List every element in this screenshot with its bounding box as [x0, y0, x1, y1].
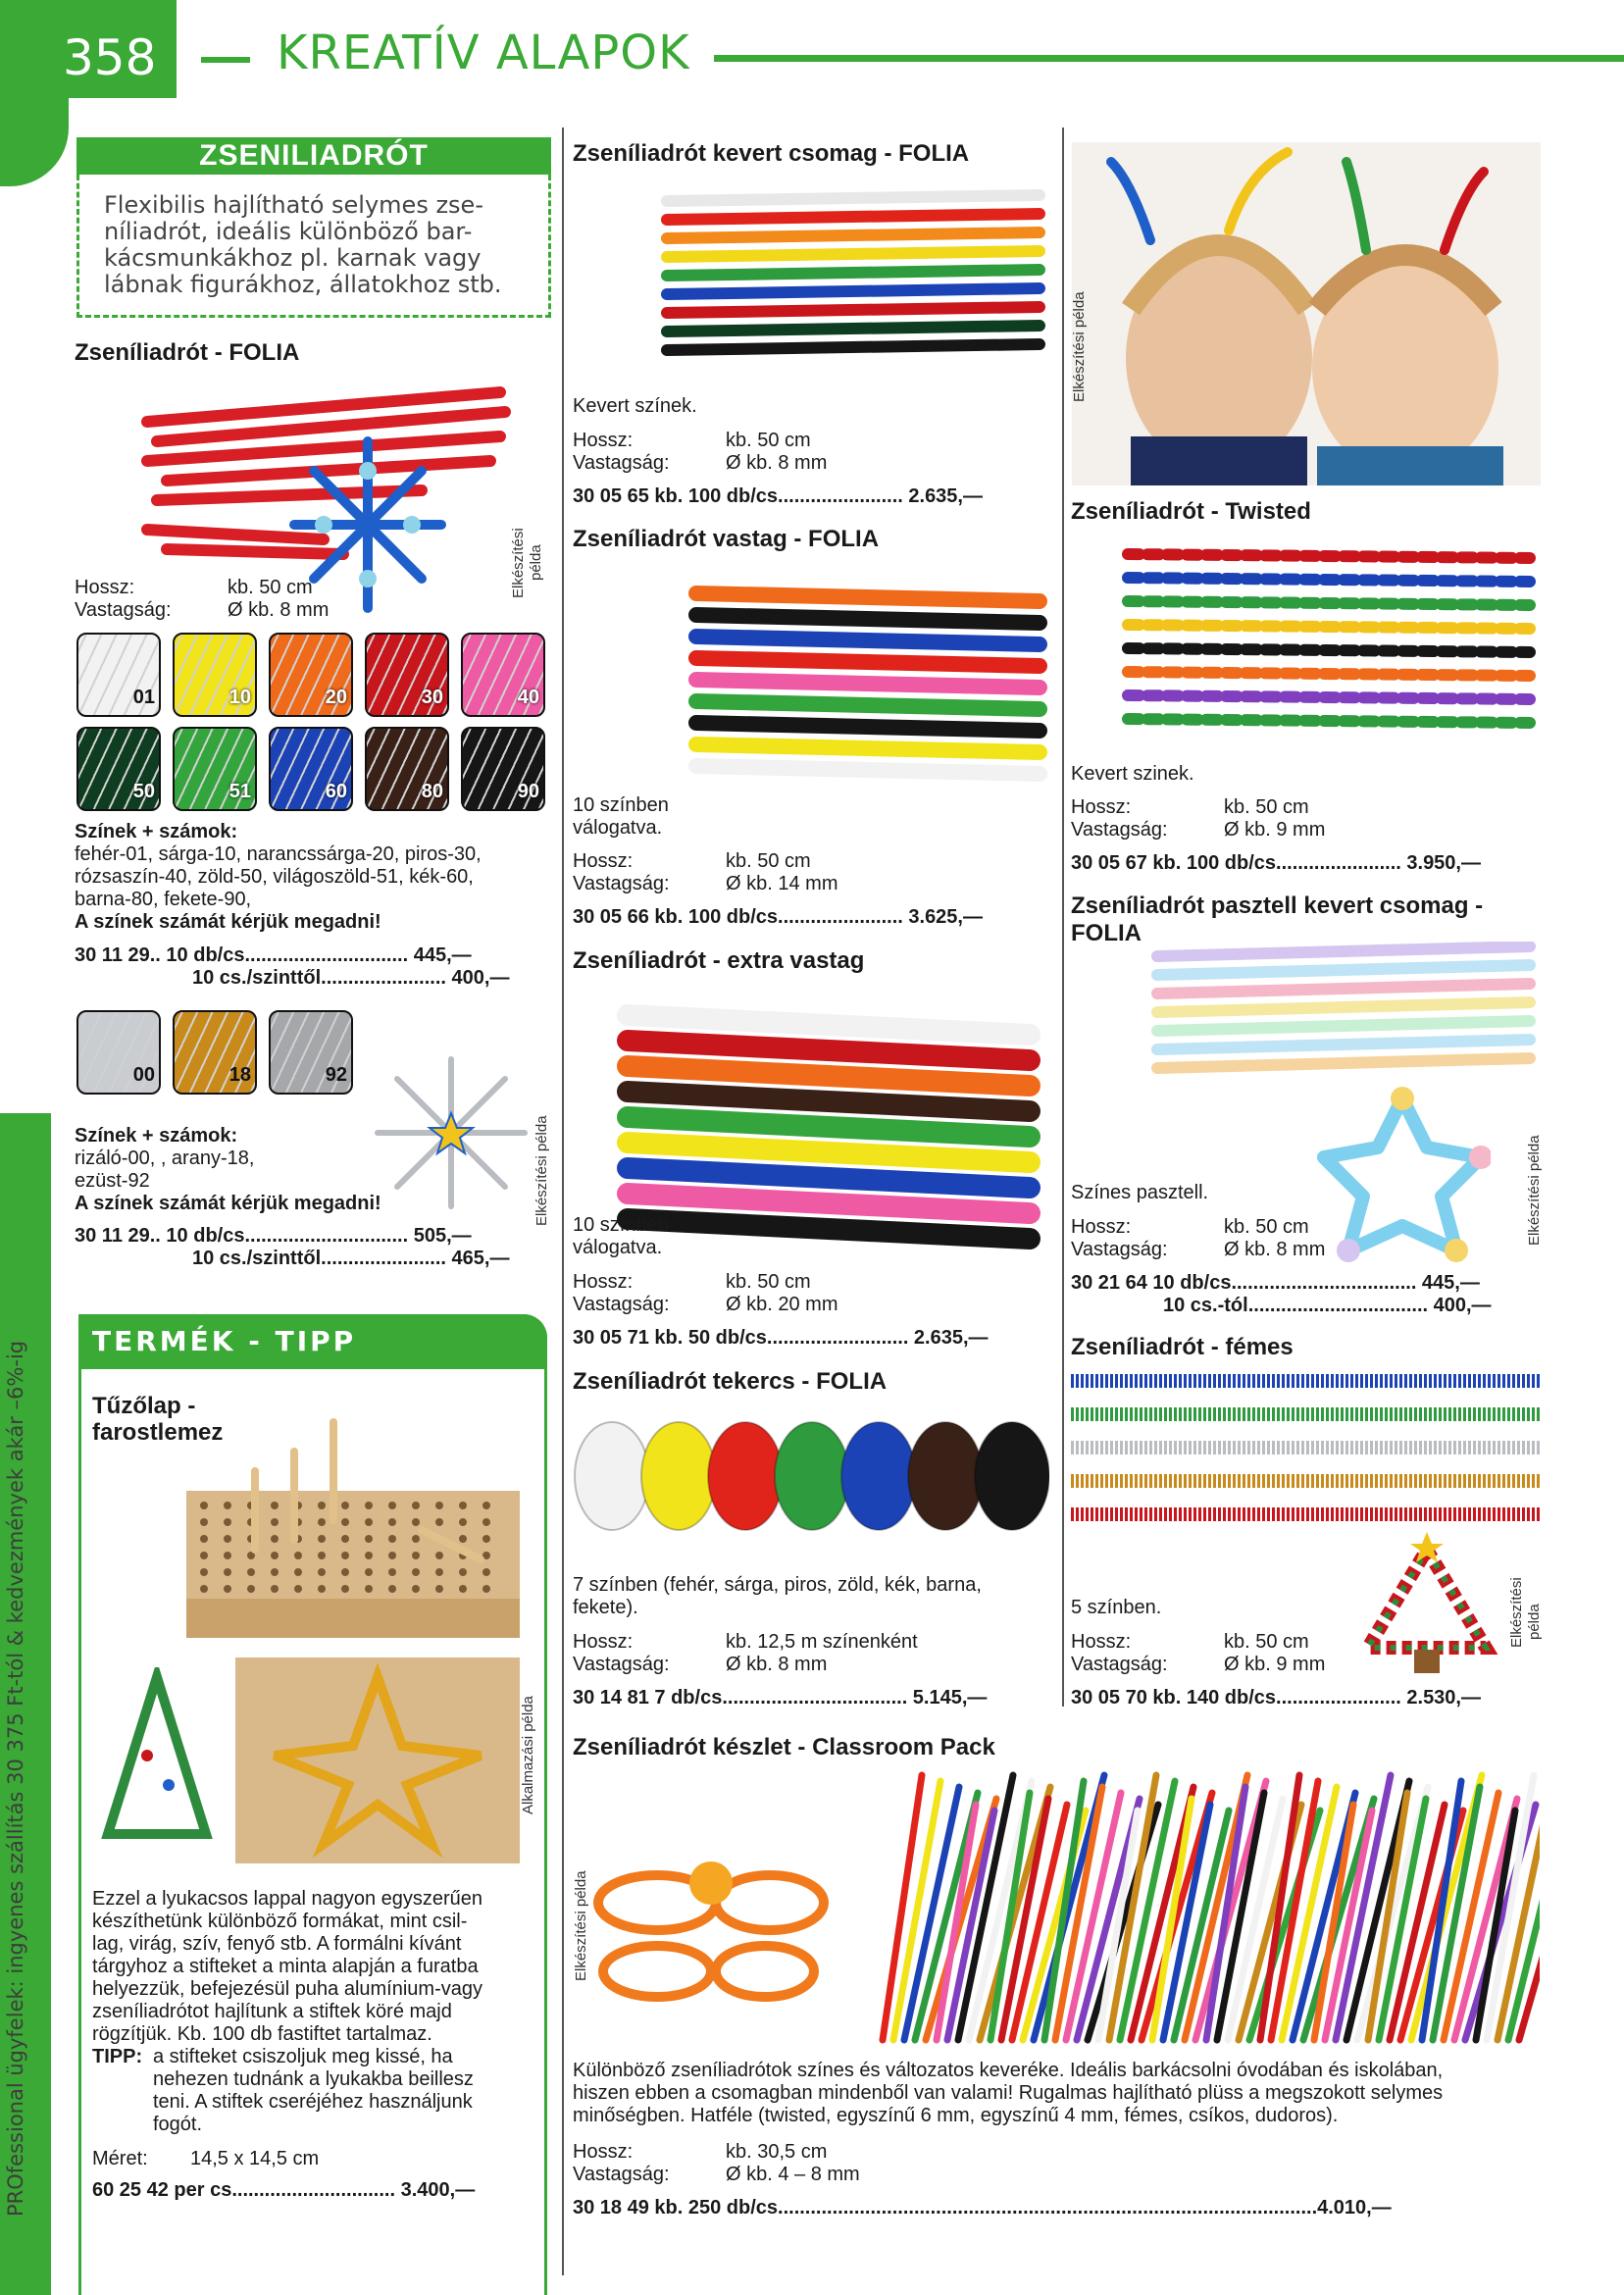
color-swatch-10: [173, 633, 257, 717]
product-title: Zseníliadrót - FOLIA: [75, 339, 300, 366]
price-line: 30 21 64 10 db/cs.................................. 445,—: [1071, 1272, 1480, 1294]
example-image-metallic-tree: [1353, 1530, 1500, 1677]
spec-length: Hossz: kb. 50 cm: [573, 430, 811, 451]
product-image-twisted: [1118, 539, 1540, 745]
product-image-pegboard: [186, 1412, 520, 1648]
example-caption: Elkészítési: [1508, 1577, 1525, 1648]
spec-length: Hossz: kb. 50 cm: [573, 1271, 811, 1293]
colors-heading: Színek + számok:: [75, 821, 238, 842]
header-rule-right: [714, 55, 1624, 62]
swatch-number: 01: [132, 687, 155, 708]
spec-thickness: Vastagság: Ø kb. 20 mm: [573, 1294, 838, 1315]
colors-line: fehér-01, sárga-10, narancssárga-20, piros-30,: [75, 843, 482, 865]
tip-title: farostlemez: [92, 1419, 224, 1446]
price-line: 30 11 29.. 10 db/cs.............................. 445,—: [75, 944, 472, 966]
tip-label: TIPP:: [92, 2046, 143, 2067]
product-image-classroom-pack: [588, 1765, 1540, 2050]
product-desc: Kevert szinek.: [1071, 763, 1194, 785]
spec-length: Hossz: kb. 12,5 m színenként: [573, 1631, 918, 1653]
spec-length: Hossz: kb. 30,5 cm: [573, 2141, 828, 2163]
color-swatch-50: [76, 727, 161, 811]
order-note: A színek számát kérjük megadni!: [75, 1193, 381, 1214]
price-line: 30 11 29.. 10 db/cs.............................. 505,—: [75, 1225, 472, 1247]
colors-line: rózsaszín-40, zöld-50, világoszöld-51, kék-60,: [75, 866, 474, 888]
example-image-pegboard-star: [235, 1658, 520, 1863]
product-title: Zseníliadrót - extra vastag: [573, 947, 865, 974]
product-desc: Különböző zseníliadrótok színes és változatos keveréke. Ideális barkácsolni óvodában és iskolában, hiszen ebben a csomagban mindenből van valami! Rugalmas hajlítható plüss a megszokott selymes minőségben. Hatféle (twisted, egyszínű 6 mm, egyszínű 4 mm, fémes, csíkos, dudoros).: [573, 2060, 1444, 2126]
price-line: 30 05 65 kb. 100 db/cs....................... 2.635,—: [573, 485, 983, 507]
product-desc: Színes pasztell.: [1071, 1182, 1209, 1203]
product-title: Zseníliadrót vastag - FOLIA: [573, 526, 880, 552]
spec-thickness: Vastagság: Ø kb. 8 mm: [75, 599, 330, 621]
product-desc: 7 színben (fehér, sárga, piros, zöld, kék, barna, fekete).: [573, 1574, 982, 1618]
color-swatch-18: [173, 1010, 257, 1095]
example-caption: Elkészítési példa: [1071, 291, 1088, 402]
product-desc: 10 színben válogatva.: [573, 794, 669, 839]
spec-length: Hossz: kb. 50 cm: [1071, 1216, 1309, 1238]
product-title: FOLIA: [1071, 920, 1142, 946]
price-line: 30 05 71 kb. 50 db/cs.......................... 2.635,—: [573, 1327, 989, 1349]
swatch-number: 10: [228, 687, 251, 708]
product-title: Zseníliadrót kevert csomag - FOLIA: [573, 140, 970, 167]
price-line: 30 14 81 7 db/cs.................................. 5.145,—: [573, 1687, 988, 1708]
swatch-number: 00: [132, 1064, 155, 1086]
swatch-number: 18: [228, 1064, 251, 1086]
spec-thickness: Vastagság: Ø kb. 14 mm: [573, 873, 838, 894]
colors-line: barna-80, fekete-90,: [75, 889, 252, 910]
spec-thickness: Vastagság: Ø kb. 9 mm: [1071, 819, 1326, 841]
spec-length: Hossz: kb. 50 cm: [573, 850, 811, 872]
order-note: A színek számát kérjük megadni!: [75, 911, 381, 933]
swatch-number: 51: [228, 781, 251, 802]
product-title: Zseníliadrót pasztell kevert csomag -: [1071, 892, 1484, 919]
price-line: 30 05 67 kb. 100 db/cs....................... 3.950,—: [1071, 852, 1481, 874]
spec-length: Hossz: kb. 50 cm: [1071, 796, 1309, 818]
swatch-number: 40: [517, 687, 539, 708]
color-swatch-30: [365, 633, 449, 717]
swatch-number: 90: [517, 781, 539, 802]
colors-line: rizáló-00, , arany-18,: [75, 1148, 255, 1169]
product-image-pastel: [1147, 942, 1540, 1089]
product-title: Zseníliadrót tekercs - FOLIA: [573, 1368, 888, 1395]
product-desc: 5 színben.: [1071, 1597, 1162, 1618]
info-heading: ZSENILIADRÓT: [76, 137, 551, 175]
product-image-extra-thick: [608, 986, 1049, 1260]
example-caption: példa: [528, 544, 544, 581]
swatch-number: 50: [132, 781, 155, 802]
example-caption: Elkészítési példa: [573, 1870, 589, 1981]
example-caption: Elkészítési példa: [533, 1115, 550, 1226]
product-desc: 10 színben válogatva.: [573, 1214, 669, 1258]
header-rule-left: [201, 57, 250, 63]
product-image-metallic: [1071, 1371, 1540, 1528]
spec-thickness: Vastagság: Ø kb. 8 mm: [573, 1654, 828, 1675]
column-divider: [562, 128, 564, 2275]
color-swatch-92: [269, 1010, 353, 1095]
spec-thickness: Vastagság: Ø kb. 8 mm: [1071, 1239, 1326, 1260]
product-image-thick: [677, 574, 1049, 790]
example-caption: Elkészítési példa: [1526, 1135, 1543, 1246]
swatch-number: 92: [325, 1064, 347, 1086]
color-swatch-51: [173, 727, 257, 811]
price-line: 30 05 70 kb. 140 db/cs....................... 2.530,—: [1071, 1687, 1481, 1708]
example-caption: Elkészítési: [510, 528, 527, 598]
info-text: Flexibilis hajlítható selymes zse- níliadrót, ideális különböző bar- kácsmunkákhoz pl. karnak vagy lábnak figurákhoz, állatokhoz stb.: [104, 191, 502, 298]
spec-thickness: Vastagság: Ø kb. 9 mm: [1071, 1654, 1326, 1675]
price-line: 10 cs./szinttől....................... 465,—: [192, 1248, 510, 1269]
example-image-tree: [98, 1667, 216, 1863]
colors-heading: Színek + számok:: [75, 1125, 238, 1147]
swatch-number: 60: [325, 781, 347, 802]
page-number: 358: [0, 0, 177, 98]
column-divider: [1062, 128, 1064, 1707]
side-banner-text: PROfessional ügyfelek: ingyenes szállítás 30 375 Ft-tól & kedvezmények akár –6%-ig: [4, 1340, 27, 2217]
color-swatch-60: [269, 727, 353, 811]
product-title: Zseníliadrót - Twisted: [1071, 498, 1311, 525]
color-swatch-40: [461, 633, 545, 717]
spec-length: Hossz: kb. 50 cm: [1071, 1631, 1309, 1653]
colors-line: ezüst-92: [75, 1170, 150, 1192]
spec-thickness: Vastagság: Ø kb. 8 mm: [573, 452, 828, 474]
spec-thickness: Vastagság: Ø kb. 4 – 8 mm: [573, 2164, 860, 2185]
color-swatch-20: [269, 633, 353, 717]
spec-length: Hossz: kb. 50 cm: [75, 577, 313, 598]
tip-description: Ezzel a lyukacsos lappal nagyon egyszerűen készíthetünk különböző formákat, mint csil- lag, virág, szív, fenyő stb. A formálni kívánt tárgyhoz a stifteket a minta alapján a furatba helyezzük, befejezésül puha alumínium-vagy zseníliadrótot hajlítunk a stiftek köré majd rögzítjük. Kb. 100 db fastiftet tartalmaz.: [92, 1888, 483, 2045]
product-image-rolls: [573, 1407, 1049, 1545]
color-swatch-00: [76, 1010, 161, 1095]
tip-heading: TERMÉK - TIPP: [78, 1314, 547, 1369]
product-image-star-example: [373, 1049, 530, 1216]
price-line: 30 05 66 kb. 100 db/cs....................... 3.625,—: [573, 906, 983, 928]
tip-text: a stifteket csiszoljuk meg kissé, ha nehezen tudnánk a lyukakba beillesz teni. A stiftek cseréjéhez használjunk fogót.: [153, 2046, 474, 2135]
product-image-mixed-pack: [657, 181, 1049, 368]
tip-title: Tűzőlap -: [92, 1393, 196, 1419]
product-title: Zseníliadrót készlet - Classroom Pack: [573, 1734, 995, 1760]
product-desc: Kevert színek.: [573, 395, 697, 417]
spec-size: Méret: 14,5 x 14,5 cm: [92, 2148, 320, 2169]
swatch-number: 20: [325, 687, 347, 708]
example-caption: Alkalmazási példa: [520, 1696, 536, 1814]
color-swatch-01: [76, 633, 161, 717]
color-swatch-90: [461, 727, 545, 811]
color-swatch-80: [365, 727, 449, 811]
example-image-pastel-star: [1314, 1079, 1491, 1265]
photo-children-headbands: [1072, 142, 1541, 485]
page-title: KREATÍV ALAPOK: [277, 26, 690, 80]
swatch-number: 80: [421, 781, 443, 802]
product-title: Zseníliadrót - fémes: [1071, 1334, 1294, 1360]
price-line: 10 cs./szinttől....................... 400,—: [192, 967, 510, 989]
price-line: 10 cs.-tól................................. 400,—: [1163, 1295, 1492, 1316]
example-caption: példa: [1526, 1604, 1543, 1640]
price-line: 30 18 49 kb. 250 db/cs...................................................................................................4.010,—: [573, 2197, 1392, 2218]
swatch-number: 30: [421, 687, 443, 708]
price-line: 60 25 42 per cs.............................. 3.400,—: [92, 2179, 476, 2201]
